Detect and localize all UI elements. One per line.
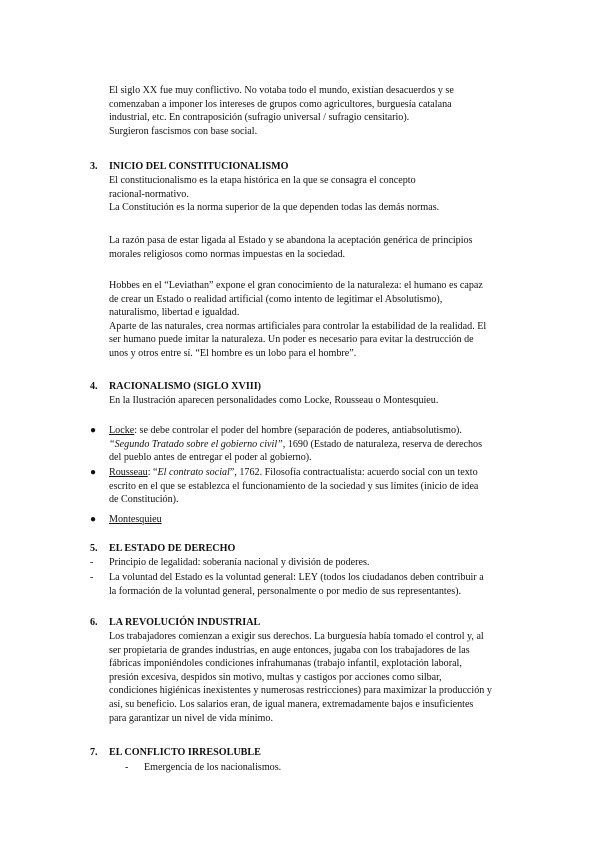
intro-paragraph xyxy=(109,84,525,138)
dash-marker: - xyxy=(125,762,129,773)
text-line: Principio de legalidad: soberanía nacional y división de poderes. xyxy=(109,557,370,568)
bullet-montesquieu xyxy=(90,513,525,527)
section-number: 4. xyxy=(90,381,98,392)
bullet-icon: ● xyxy=(90,425,97,436)
text-line: presión excesiva, despidos sin motivo, multas y castigos por acciones como silbar, xyxy=(109,671,442,683)
text-line: condiciones higiénicas inexistentes y numerosas restricciones) para maximizar la producción y xyxy=(109,685,492,697)
text-line: : se debe controlar el poder del hombre (separación de poderes, antiabsolutismo). xyxy=(134,425,462,436)
locke-work-title: “Segundo Tratado sobre el gobierno civil” xyxy=(109,438,283,450)
section-heading-3 xyxy=(90,160,520,174)
section-number: 3. xyxy=(90,161,98,172)
section-title: LA REVOLUCIÓN INDUSTRIAL xyxy=(109,617,261,628)
text-line: la formación de la voluntad general, personalmente o por medio de sus representantes). xyxy=(109,585,462,597)
dash-item xyxy=(125,761,525,775)
dash-marker: - xyxy=(90,572,94,583)
montesquieu-name: Montesquieu xyxy=(109,514,162,525)
text-line: morales religiosos como normas impuestas en la sociedad. xyxy=(109,248,346,260)
section-title: EL CONFLICTO IRRESOLUBLE xyxy=(109,747,261,758)
section-number: 7. xyxy=(90,747,98,758)
section-3-paragraph-1 xyxy=(109,174,525,215)
section-heading-5 xyxy=(90,542,520,556)
text-line: Emergencia de los nacionalismos. xyxy=(144,762,282,773)
text-line: de crear un Estado o realidad artificial (como intento de legitimar el Absolutismo), xyxy=(109,293,443,305)
text-line: fábricas imponiéndoles condiciones infrahumanas (trabajo infantil, explotación laboral, xyxy=(109,658,462,670)
dash-marker: - xyxy=(90,557,94,568)
section-4-intro xyxy=(109,394,525,408)
text-line: del pueblo antes de entregar el poder al gobierno). xyxy=(109,452,312,464)
text-line: Aparte de las naturales, crea normas artificiales para controlar la estabilidad de la realidad. El xyxy=(109,320,487,332)
section-3-paragraph-2 xyxy=(109,234,525,261)
text-line: industrial, etc. En contraposición (sufragio universal / sufragio censitario). xyxy=(109,112,410,124)
section-number: 6. xyxy=(90,617,98,628)
section-number: 5. xyxy=(90,543,98,554)
text-line: Surgieron fascismos con base social. xyxy=(109,125,258,137)
rousseau-name: Rousseau xyxy=(109,467,148,478)
bullet-icon: ● xyxy=(90,467,97,478)
rousseau-work-title: El contrato social xyxy=(157,467,230,478)
section-6-paragraph xyxy=(109,630,525,725)
text-line: unos y otros entre sí. “El hombre es un lobo para el hombre”. xyxy=(109,347,357,359)
text-line: El siglo XX fue muy conflictivo. No votaba todo el mundo, existían desacuerdos y se xyxy=(109,85,454,96)
section-title: INICIO DEL CONSTITUCIONALISMO xyxy=(109,161,289,172)
text-line: así, su beneficio. Los salarios eran, de igual manera, extremadamente bajos e insuficientes xyxy=(109,698,474,710)
text-line: , 1690 (Estado de naturaleza, reserva de derechos xyxy=(282,438,483,450)
section-heading-7 xyxy=(90,746,520,760)
text-line: En la Ilustración aparecen personalidades como Locke, Rousseau o Montesquieu. xyxy=(109,395,439,406)
section-3-paragraph-3 xyxy=(109,279,525,361)
section-title: RACIONALISMO (SIGLO XVIII) xyxy=(109,381,261,392)
dash-item xyxy=(90,556,525,570)
text-line: racional-normativo. xyxy=(109,188,189,200)
section-title: EL ESTADO DE DERECHO xyxy=(109,543,236,554)
text-line: La voluntad del Estado es la voluntad general: LEY (todos los ciudadanos deben contribuir a xyxy=(109,572,484,583)
bullet-locke xyxy=(90,424,525,465)
dash-item xyxy=(90,571,525,598)
text-line: para garantizar un nivel de vida mínimo. xyxy=(109,712,273,724)
text-line: ser humano puede imitar la naturaleza. Un poder es necesario para evitar la destrucción de xyxy=(109,334,474,346)
text-line: El constitucionalismo es la etapa histórica en la que se consagra el concepto xyxy=(109,175,416,186)
text-line: naturalismo, libertad e igualdad. xyxy=(109,307,240,319)
text-fragment: : “ xyxy=(147,467,158,478)
text-line: escrito en el que se establezca el funcionamiento de la sociedad y sus límites (inicio de idea xyxy=(109,480,479,492)
section-heading-6 xyxy=(90,616,520,630)
bullet-rousseau xyxy=(90,466,525,507)
locke-name: Locke xyxy=(109,425,135,436)
text-line: Hobbes en el “Leviathan” expone el gran conocimiento de la naturaleza: el humano es capaz xyxy=(109,280,483,291)
text-line: ser propietaria de grandes industrias, en auge entonces, jugaba con los trabajadores de las xyxy=(109,644,470,656)
text-line: Los trabajadores comienzan a exigir sus derechos. La burguesía había tomado el control y, al xyxy=(109,631,484,642)
bullet-icon: ● xyxy=(90,514,97,525)
text-line: ”, 1762. Filosofía contractualista: acuerdo social con un texto xyxy=(229,467,478,478)
text-line: La Constitución es la norma superior de la que dependen todas las demás normas. xyxy=(109,202,440,214)
text-line: comenzaban a imponer los intereses de grupos como agricultores, burguesía catalana xyxy=(109,98,452,110)
text-line: La razón pasa de estar ligada al Estado y se abandona la aceptación genérica de principios xyxy=(109,235,473,246)
section-heading-4 xyxy=(90,380,520,394)
text-line: de Constitución). xyxy=(109,494,179,506)
